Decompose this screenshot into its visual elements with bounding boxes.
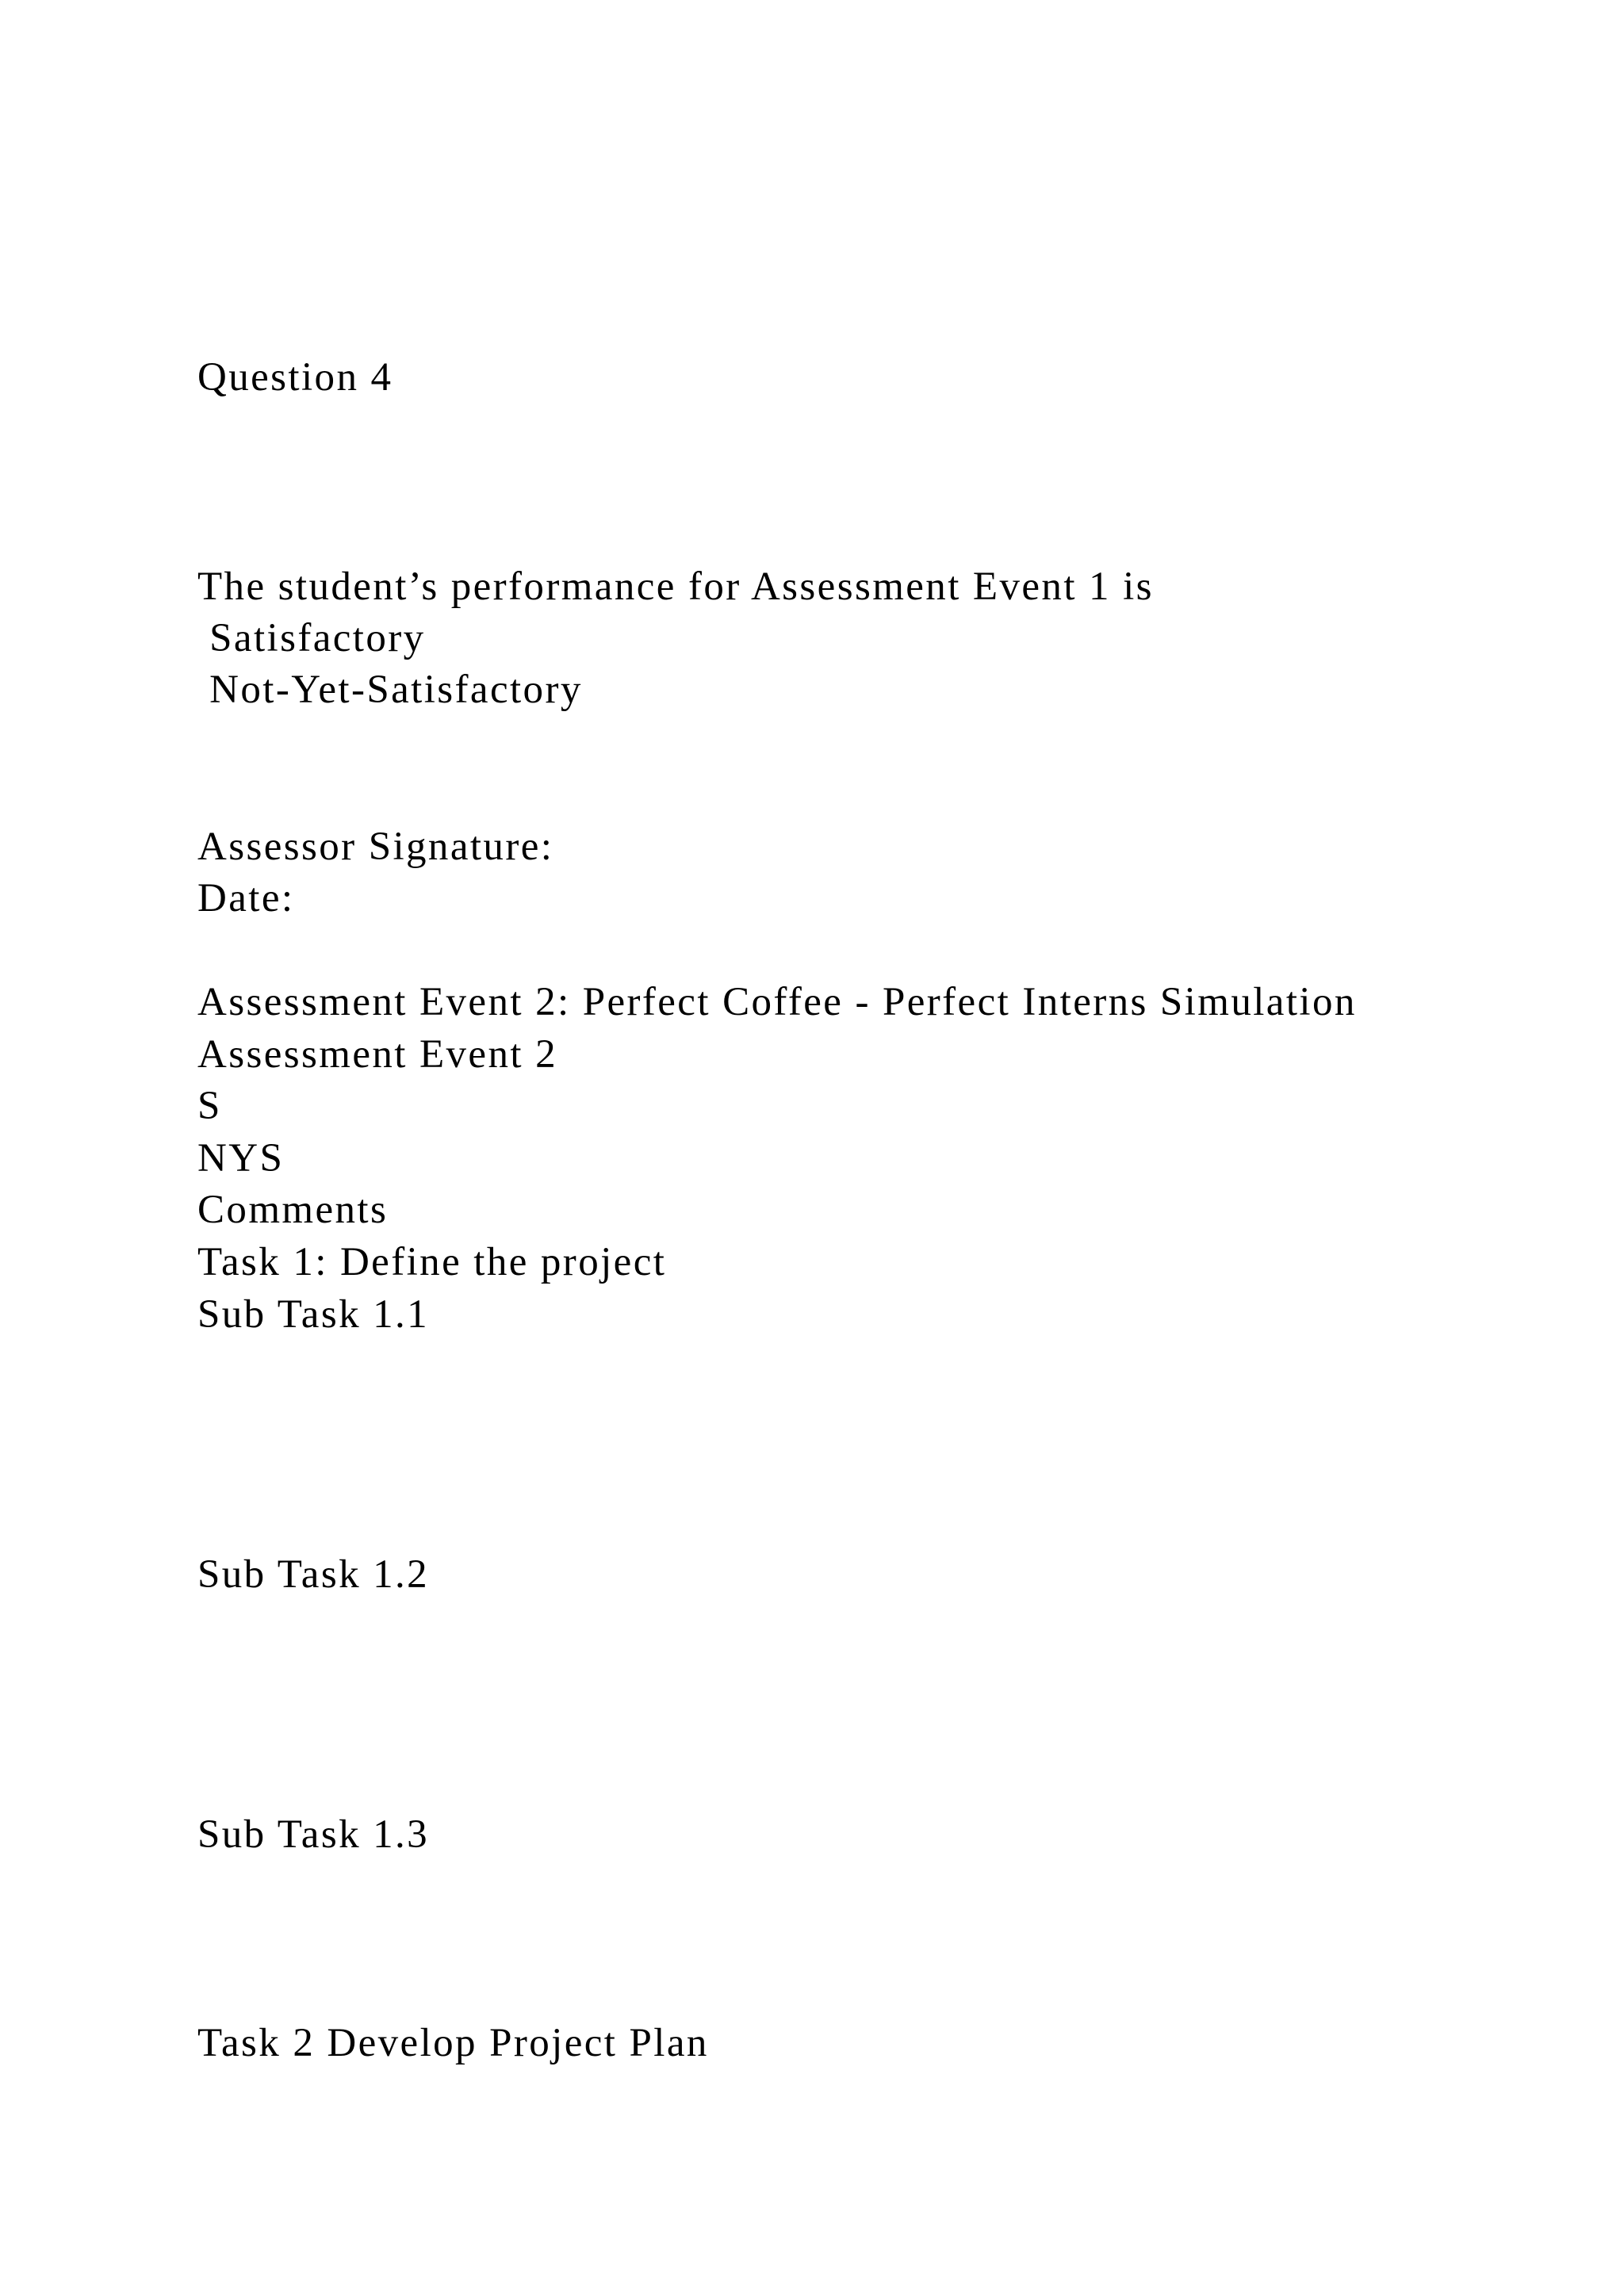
table-header-event: Assessment Event 2 xyxy=(197,1032,557,1077)
performance-statement: The student’s performance for Assessment Event 1 is xyxy=(197,564,1154,609)
task-2-label: Task 2 Develop Project Plan xyxy=(197,2021,709,2065)
assessment-event-2-title: Assessment Event 2: Perfect Coffee - Perfect Interns Simulation xyxy=(197,980,1357,1024)
subtask-1-2: Sub Task 1.2 xyxy=(197,1552,430,1597)
table-header-s: S xyxy=(197,1084,222,1128)
task-1-label: Task 1: Define the project xyxy=(197,1240,667,1284)
table-header-comments: Comments xyxy=(197,1188,389,1232)
option-not-yet-satisfactory: Not-Yet-Satisfactory xyxy=(197,668,583,712)
assessor-signature-label: Assessor Signature: xyxy=(197,825,554,869)
date-label: Date: xyxy=(197,876,295,920)
option-satisfactory: Satisfactory xyxy=(197,616,426,660)
table-header-nys: NYS xyxy=(197,1136,285,1181)
subtask-1-3: Sub Task 1.3 xyxy=(197,1812,430,1857)
subtask-1-1: Sub Task 1.1 xyxy=(197,1292,430,1337)
question-heading: Question 4 xyxy=(197,355,393,400)
